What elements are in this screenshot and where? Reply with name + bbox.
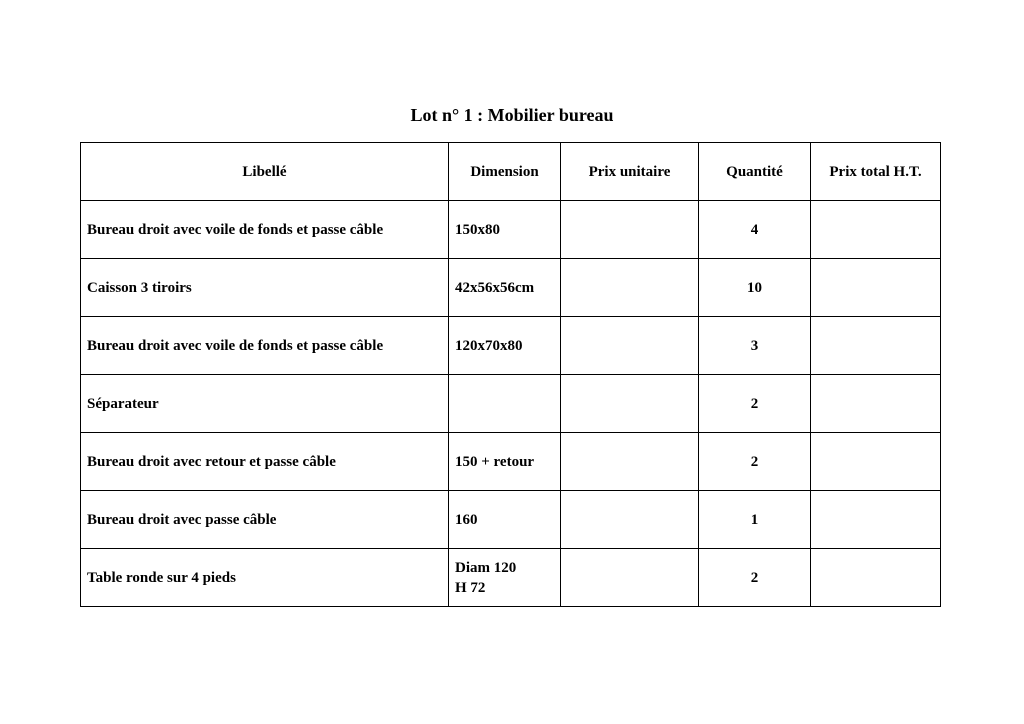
header-total-price: Prix total H.T. [811,143,941,201]
cell-label: Bureau droit avec voile de fonds et passe câble [81,317,449,375]
cell-label: Bureau droit avec passe câble [81,491,449,549]
furniture-table [80,142,941,607]
dimension-line: 150 + retour [455,453,535,470]
dimension-line: 120x70x80 [455,337,523,354]
cell-quantity: 3 [699,317,811,375]
cell-quantity: 2 [699,549,811,607]
cell-dimension [449,317,561,375]
page-title: Lot n° 1 : Mobilier bureau [410,105,614,125]
cell-unit-price [561,549,699,607]
cell-label: Table ronde sur 4 pieds [81,549,449,607]
cell-quantity: 2 [699,433,811,491]
cell-quantity: 2 [699,375,811,433]
cell-total-price [811,491,941,549]
cell-label: Caisson 3 tiroirs [81,259,449,317]
cell-dimension [449,259,561,317]
table-row [81,549,941,607]
cell-total-price [811,259,941,317]
dimension-line: 150x80 [455,221,500,238]
table-row [81,259,941,317]
cell-total-price [811,433,941,491]
cell-dimension [449,433,561,491]
table-row [81,317,941,375]
cell-unit-price [561,433,699,491]
cell-unit-price [561,317,699,375]
header-dimension: Dimension [449,143,561,201]
cell-dimension [449,549,561,607]
table-row [81,375,941,433]
cell-dimension [449,201,561,259]
cell-total-price [811,549,941,607]
cell-quantity: 1 [699,491,811,549]
dimension-line: Diam 120 [455,559,517,576]
cell-label: Séparateur [81,375,449,433]
cell-dimension [449,375,561,433]
cell-label: Bureau droit avec voile de fonds et passe câble [81,201,449,259]
cell-unit-price [561,201,699,259]
header-quantity: Quantité [699,143,811,201]
table-row [81,433,941,491]
header-label: Libellé [81,143,449,201]
table-body [81,201,941,607]
dimension-line: H 72 [455,579,486,596]
dimension-line: 42x56x56cm [455,279,535,296]
cell-quantity: 10 [699,259,811,317]
header-unit-price: Prix unitaire [561,143,699,201]
cell-total-price [811,375,941,433]
cell-quantity: 4 [699,201,811,259]
cell-dimension [449,491,561,549]
dimension-line: 160 [455,511,478,528]
cell-label: Bureau droit avec retour et passe câble [81,433,449,491]
table-row [81,491,941,549]
cell-unit-price [561,491,699,549]
table-row [81,201,941,259]
cell-total-price [811,317,941,375]
cell-total-price [811,201,941,259]
cell-unit-price [561,375,699,433]
table-header-row [81,143,941,201]
cell-unit-price [561,259,699,317]
